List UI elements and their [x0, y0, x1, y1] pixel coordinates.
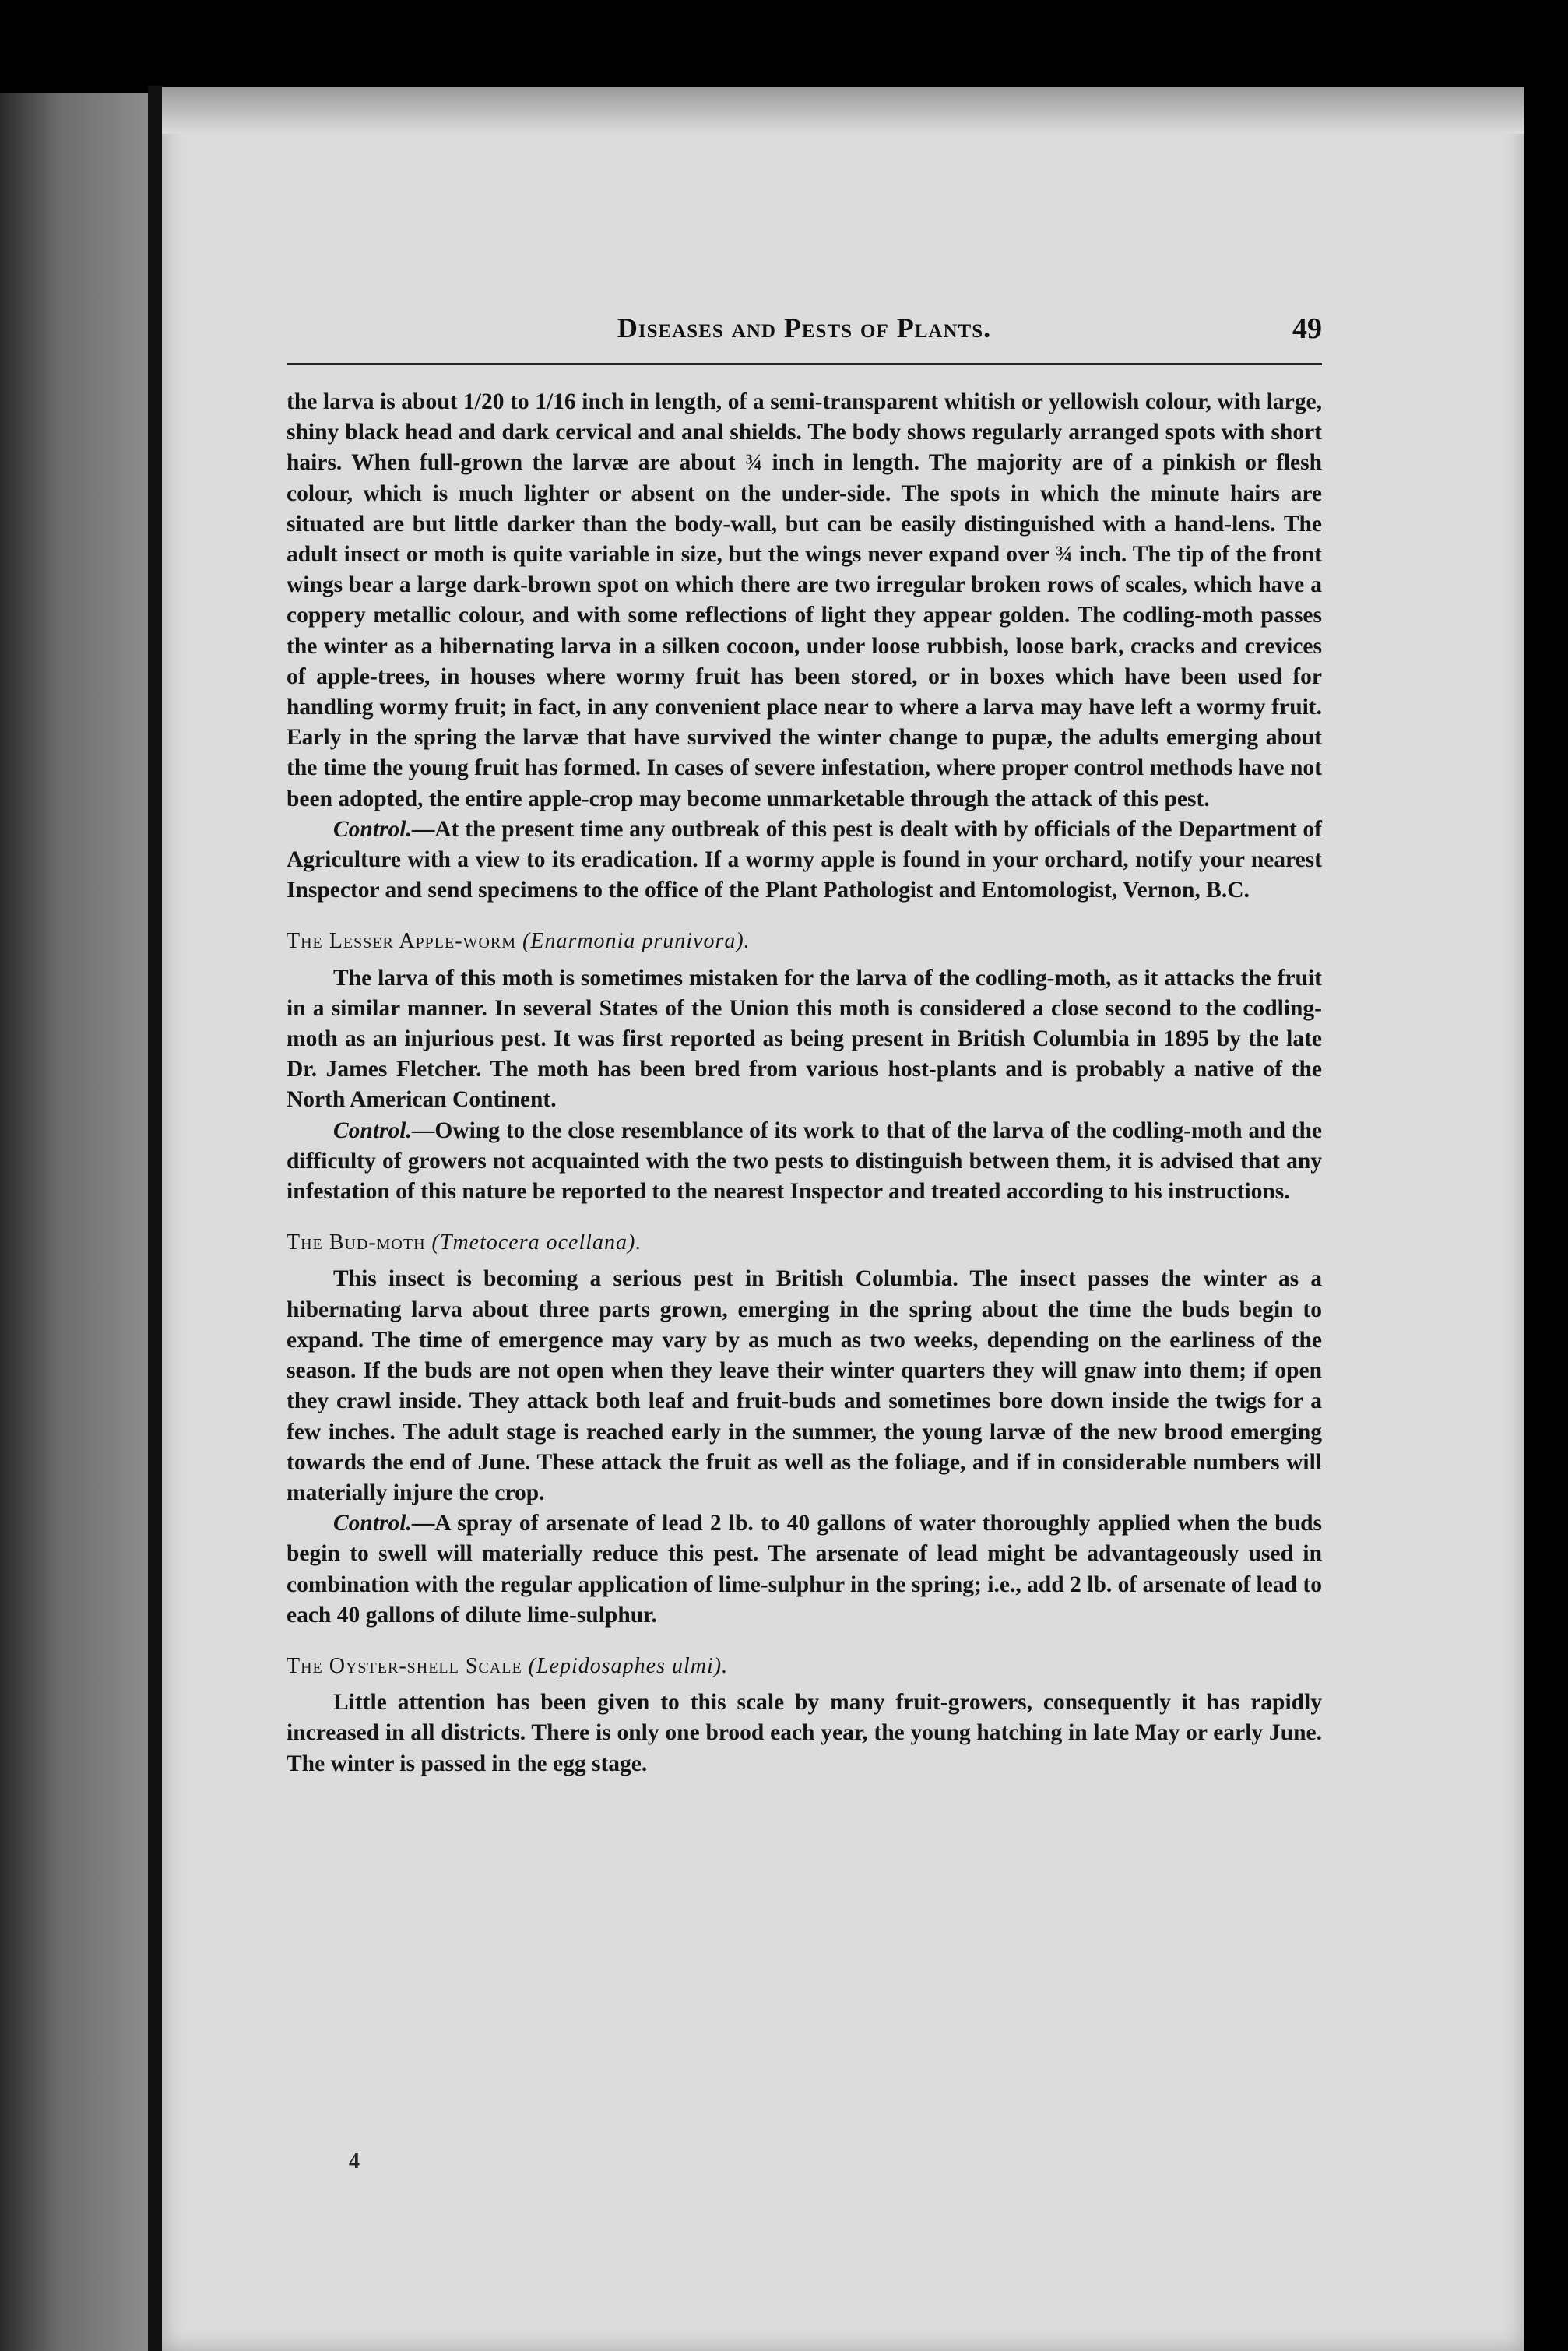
- control-label: Control.: [333, 1117, 412, 1143]
- section-heading-lesser-apple-worm: [287, 926, 1322, 956]
- section-heading-oyster-shell-scale: [287, 1651, 1322, 1681]
- heading-text: The Lesser Apple-worm: [287, 929, 517, 954]
- paragraph: This insect is becoming a serious pest in British Columbia. The insect passes the winter as a hibernating larva about three parts grown, emerging in the spring about the time the buds begin to expand. The time of emergence may vary by as much as two weeks, depending on the earliness of the season. If the buds are not open when they leave their winter quarters they will gnaw into them; if open they crawl inside. They attack both leaf and fruit-buds and sometimes bore down inside the twigs for a few inches. The adult stage is reached early in the summer, the young larvæ of the new brood emerging towards the end of June. These attack the fruit as well as the foliage, and if in considerable numbers will materially injure the crop.: [287, 1266, 1322, 1505]
- paragraph: The larva of this moth is sometimes mistaken for the larva of the codling-moth, as it attacks the fruit in a similar manner. In several States of the Union this moth is considered a close second to the codling-moth as an injurious pest. It was first reported as being present in British Columbia in 1895 by the late Dr. James Fletcher. The moth has been bred from various host-plants and is probably a native of the North American Continent.: [287, 965, 1322, 1113]
- paragraph-control: [287, 1508, 1322, 1631]
- control-text: —At the present time any outbreak of this pest is dealt with by officials of the Department of Agriculture with a view to its eradication. If a wormy apple is found in your orchard, notify your nearest Inspector and send specimens to the office of the Plant Pathologist and Entomologist, Vernon, B.C.: [287, 816, 1322, 903]
- signature-mark: 4: [349, 2149, 360, 2173]
- running-header: [287, 311, 1322, 358]
- header-rule: [287, 363, 1322, 365]
- heading-text: The Oyster-shell Scale: [287, 1653, 522, 1678]
- paragraph-control: [287, 815, 1322, 906]
- paragraph: Little attention has been given to this scale by many fruit-growers, consequently it has rapidly increased in all districts. There is only one brood each year, the young hatching in late May or early June. The winter is passed in the egg stage.: [287, 1690, 1322, 1776]
- book-binding: [148, 86, 163, 2351]
- control-label: Control.: [333, 1511, 412, 1536]
- section-heading-bud-moth: [287, 1227, 1322, 1258]
- heading-latin: (Lepidosaphes ulmi).: [528, 1653, 729, 1678]
- control-text: —A spray of arsenate of lead 2 lb. to 40 gallons of water thoroughly applied when the buds begin to swell will materially reduce this pest. The arsenate of lead might be advantageously used in combination with the regular application of lime-sulphur in the spring; i.e., add 2 lb. of arsenate of lead to each 40 gallons of dilute lime-sulphur.: [287, 1511, 1322, 1628]
- page-number: 49: [1292, 312, 1322, 345]
- heading-latin: (Tmetocera ocellana).: [431, 1230, 642, 1255]
- control-text: —Owing to the close resemblance of its work to that of the larva of the codling-moth and the difficulty of growers not acquainted with the two pests to distinguish between them, it is advised that any infestation of this nature be reported to the nearest Inspector and treated according to his instructions.: [287, 1117, 1322, 1205]
- facing-page-edge: [0, 93, 148, 2351]
- heading-text: The Bud-moth: [287, 1230, 426, 1255]
- heading-latin: (Enarmonia prunivora).: [522, 929, 751, 954]
- running-title: Diseases and Pests of Plants.: [617, 312, 992, 343]
- control-label: Control.: [333, 816, 412, 842]
- paragraph-control: [287, 1116, 1322, 1208]
- document-page: [162, 87, 1524, 2351]
- paragraph: the larva is about 1/20 to 1/16 inch in length, of a semi-transparent whitish or yellowish colour, with large, shiny black head and dark cervical and anal shields. The body shows regularly arranged spots with short hairs. When full-grown the larvæ are about ¾ inch in length. The majority are of a pinkish or flesh colour, which is much lighter or absent on the under-side. The spots in which the minute hairs are situated are but little darker than the body-wall, but can be easily distinguished with a hand-lens. The adult insect or moth is quite variable in size, but the wings never expand over ¾ inch. The tip of the front wings bear a large dark-brown spot on which there are two irregular broken rows of scales, which have a coppery metallic colour, and with some reflections of light they appear golden. The codling-moth passes the winter as a hibernating larva in a silken cocoon, under loose rubbish, loose bark, cracks and crevices of apple-trees, in houses where wormy fruit has been stored, or in boxes which have been used for handling wormy fruit; in fact, in any convenient place near to where a larva may have left a wormy fruit. Early in the spring the larvæ that have survived the winter change to pupæ, the adults emerging about the time the young fruit has formed. In cases of severe infestation, where proper control methods have not been adopted, the entire apple-crop may become unmarketable through the attack of this pest.: [287, 389, 1322, 811]
- body-text: [287, 387, 1322, 1779]
